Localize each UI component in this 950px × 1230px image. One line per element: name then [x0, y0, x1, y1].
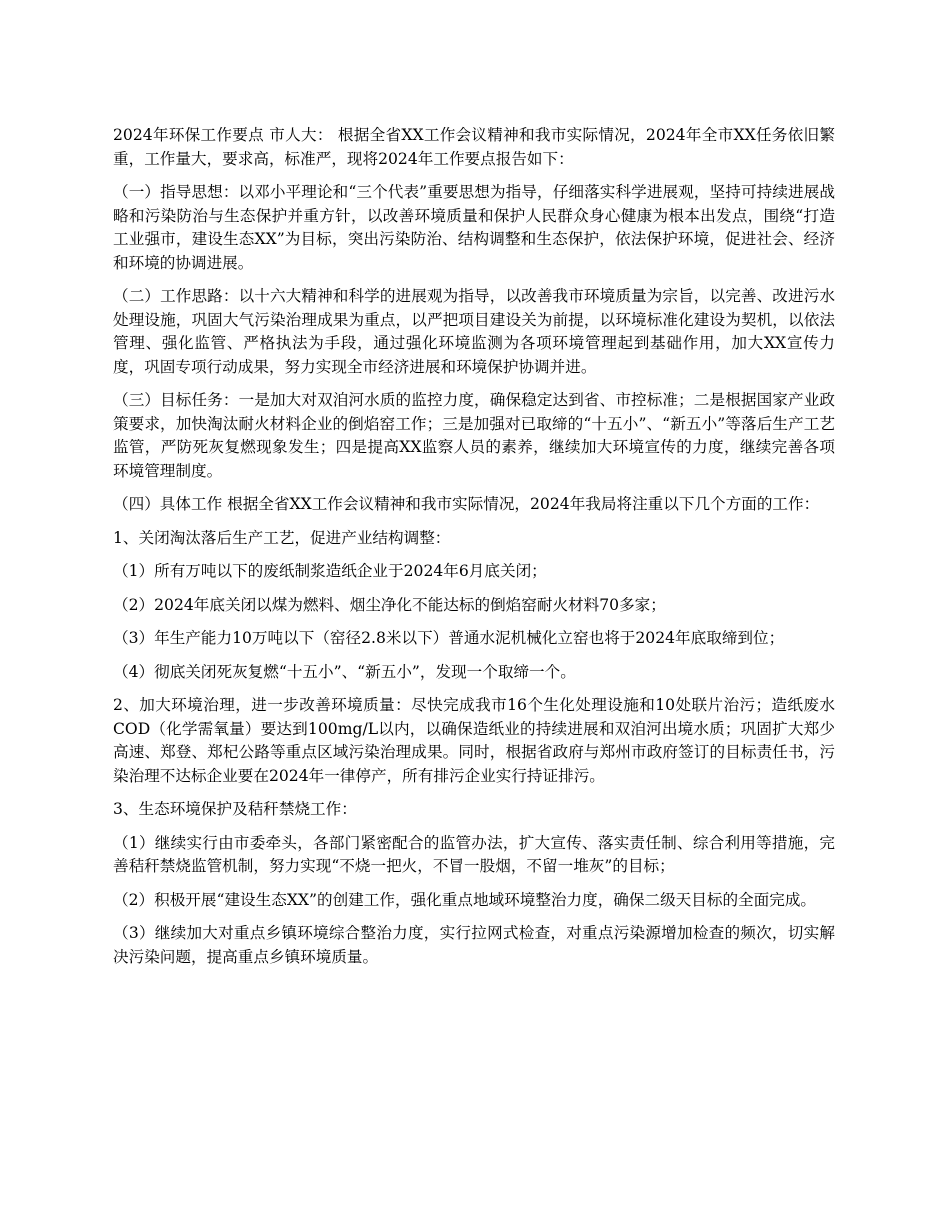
intro-paragraph: 2024年环保工作要点 市人大： 根据全省XX工作会议精神和我市实际情况，2024年全市XX任务依旧繁重，工作量大，要求高，标准严，现将2024年工作要点报告如下：: [113, 126, 835, 168]
section-1-item-4: （4）彻底关闭死灰复燃“十五小”、“新五小”，发现一个取缔一个。: [113, 662, 576, 681]
guiding-ideology-paragraph: （一）指导思想：以邓小平理论和“三个代表”重要思想为指导，仔细落实科学进展观，坚持可持续进展战略和污染防治与生态保护并重方针，以改善环境质量和保护人民群众身心健康为根本出发点，围绕“打造工业强市，建设生态XX”为目标，突出污染防治、结构调整和生态保护，依法保护环境，促进社会、经济和环境的协调进展。: [113, 183, 835, 272]
section-1-item-2: （2）2024年底关闭以煤为燃料、烟尘净化不能达标的倒焰窑耐火材料70多家；: [113, 595, 666, 614]
section-1-item-3: （3）年生产能力10万吨以下（窑径2.8米以下）普通水泥机械化立窑也将于2024年底取缔到位；: [113, 629, 785, 647]
section-3-item-3: （3）继续加大对重点乡镇环境综合整治力度，实行拉网式检查，对重点污染源增加检查的频次，切实解决污染问题，提高重点乡镇环境质量。: [113, 924, 836, 966]
objectives-paragraph: （三）目标任务：一是加大对双洎河水质的监控力度，确保稳定达到省、市控标准；二是根据国家产业政策要求，加快淘汰耐火材料企业的倒焰窑工作；三是加强对已取缔的“十五小”、“新五小”等落后生产工艺监管，严防死灰复燃现象发生；四是提高XX监察人员的素养，继续加大环境宣传的力度，继续完善各项环境管理制度。: [113, 391, 835, 480]
section-3-item-1: （1）继续实行由市委牵头，各部门紧密配合的监管办法，扩大宣传、落实责任制、综合利用等措施，完善秸秆禁烧监管机制，努力实现“不烧一把火，不冒一股烟，不留一堆灰”的目标；: [113, 833, 836, 875]
section-3-heading: 3、生态环境保护及秸秆禁烧工作：: [113, 800, 357, 818]
section-1-item-1: （1）所有万吨以下的废纸制浆造纸企业于2024年6月底关闭；: [113, 562, 547, 580]
section-1-heading: 1、关闭淘汰落后生产工艺，促进产业结构调整：: [113, 528, 451, 547]
work-approach-paragraph: （二）工作思路：以十六大精神和科学的进展观为指导，以改善我市环境质量为宗旨，以完善、改进污水处理设施，巩固大气污染治理成果为重点，以严把项目建设关为前提，以环境标准化建设为契机，以依法管理、强化监管、严格执法为手段，通过强化环境监测为各项环境管理起到基础作用，加大XX宣传力度，巩固专项行动成果，努力实现全市经济进展和环境保护协调并进。: [113, 287, 835, 376]
document-body: [113, 124, 835, 979]
specific-work-paragraph: （四）具体工作 根据全省XX工作会议精神和我市实际情况，2024年我局将注重以下几个方面的工作：: [113, 495, 820, 513]
section-3-item-2: （2）积极开展“建设生态XX”的创建工作，强化重点地域环境整治力度，确保二级天目标的全面完成。: [113, 890, 817, 909]
section-2-paragraph: 2、加大环境治理，进一步改善环境质量：尽快完成我市16个生化处理设施和10处联片治污；造纸废水COD（化学需氧量）要达到100mg/L以内，以确保造纸业的持续进展和双洎河出境水质；巩固扩大郑少高速、郑登、郑杞公路等重点区域污染治理成果。同时，根据省政府与郑州市政府签订的目标责任书，污染治理不达标企业要在2024年一律停产，所有排污企业实行持证排污。: [113, 696, 835, 785]
